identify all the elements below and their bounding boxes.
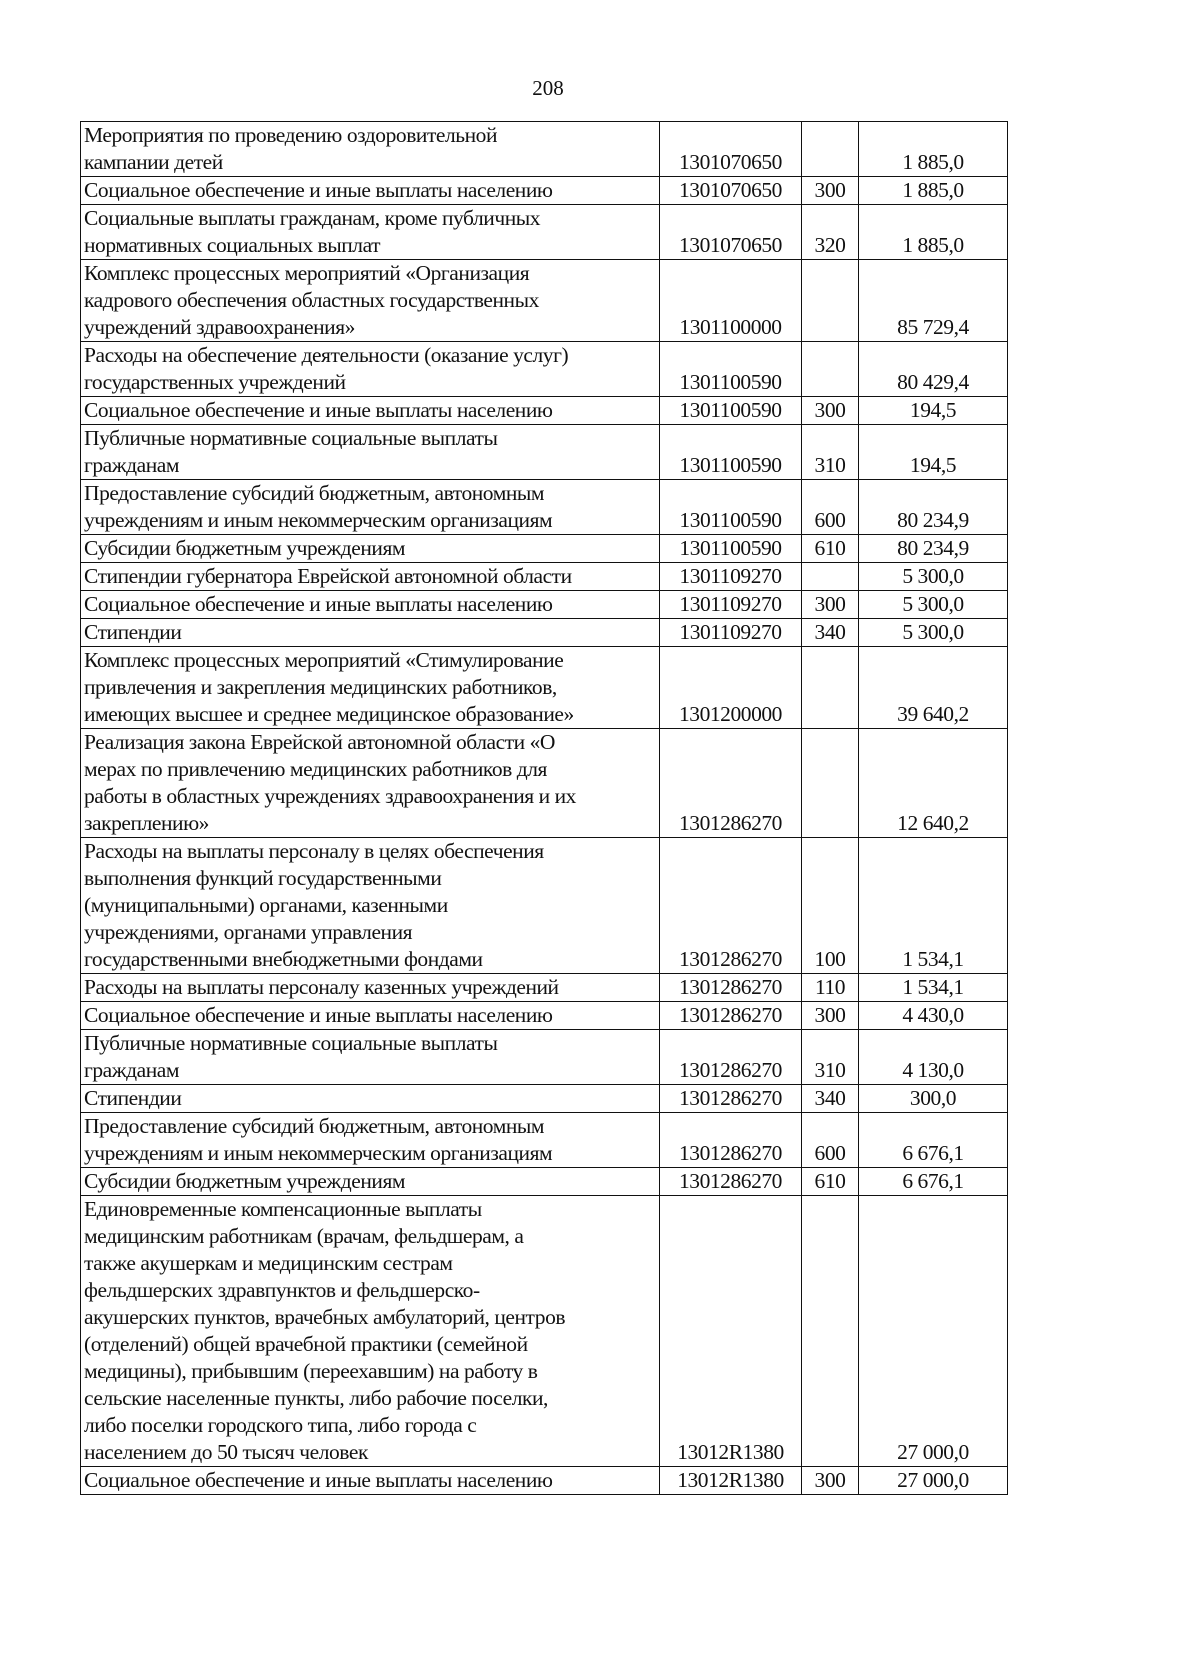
row-sum-cell: 12 640,2 [859,729,1008,838]
table-row [81,974,1008,1002]
table-row [81,647,1008,729]
row-name-cell: Социальное обеспечение и иные выплаты населению [81,177,660,205]
row-code-cell: 1301070650 [660,122,802,177]
row-code-cell: 13012R1380 [660,1196,802,1467]
row-sum-cell: 39 640,2 [859,647,1008,729]
row-expense-type-cell: 300 [802,177,859,205]
row-code-cell: 1301286270 [660,838,802,974]
row-expense-type-cell: 600 [802,480,859,535]
row-sum-cell: 80 234,9 [859,480,1008,535]
row-code-cell: 1301109270 [660,591,802,619]
row-name-cell: Реализация закона Еврейской автономной области «О мерах по привлечению медицинских работников для работы в областных учреждениях здравоохранения и их закреплению» [81,729,660,838]
table-row [81,1002,1008,1030]
row-code-cell: 1301100590 [660,425,802,480]
row-name-cell: Социальное обеспечение и иные выплаты населению [81,591,660,619]
row-code-cell: 1301109270 [660,563,802,591]
row-name-cell: Единовременные компенсационные выплаты медицинским работникам (врачам, фельдшерам, а также акушеркам и медицинским сестрам фельдшерских здравпунктов и фельдшерско- акушерских пунктов, врачебных амбулаторий, центров (отделений) общей врачебной практики (семейной медицины), прибывшим (переехавшим) на работу в сельские населенные пункты, либо рабочие поселки, либо поселки городского типа, либо города с населением до 50 тысяч человек [81,1196,660,1467]
row-code-cell: 1301286270 [660,1168,802,1196]
row-sum-cell: 1 885,0 [859,205,1008,260]
table-row [81,563,1008,591]
table-row [81,342,1008,397]
row-code-cell: 1301286270 [660,974,802,1002]
row-name-cell: Мероприятия по проведению оздоровительной кампании детей [81,122,660,177]
row-name-cell: Социальное обеспечение и иные выплаты населению [81,397,660,425]
row-expense-type-cell [802,647,859,729]
row-expense-type-cell [802,342,859,397]
table-row [81,177,1008,205]
row-sum-cell: 80 234,9 [859,535,1008,563]
row-sum-cell: 4 130,0 [859,1030,1008,1085]
row-name-cell: Предоставление субсидий бюджетным, автономным учреждениям и иным некоммерческим организациям [81,1113,660,1168]
row-name-cell: Социальные выплаты гражданам, кроме публичных нормативных социальных выплат [81,205,660,260]
row-code-cell: 1301100000 [660,260,802,342]
row-name-cell: Расходы на обеспечение деятельности (оказание услуг) государственных учреждений [81,342,660,397]
row-name-cell: Социальное обеспечение и иные выплаты населению [81,1467,660,1495]
row-sum-cell: 1 885,0 [859,177,1008,205]
row-expense-type-cell: 300 [802,1002,859,1030]
row-name-cell: Социальное обеспечение и иные выплаты населению [81,1002,660,1030]
row-sum-cell: 4 430,0 [859,1002,1008,1030]
row-expense-type-cell: 320 [802,205,859,260]
row-expense-type-cell: 610 [802,1168,859,1196]
row-name-cell: Комплекс процессных мероприятий «Стимулирование привлечения и закрепления медицинских работников, имеющих высшее и среднее медицинское образование» [81,647,660,729]
row-expense-type-cell: 100 [802,838,859,974]
row-sum-cell: 1 534,1 [859,838,1008,974]
table-row [81,480,1008,535]
table-row [81,122,1008,177]
row-expense-type-cell [802,260,859,342]
row-name-cell: Стипендии [81,1085,660,1113]
row-name-cell: Стипендии [81,619,660,647]
row-name-cell: Субсидии бюджетным учреждениям [81,535,660,563]
row-sum-cell: 5 300,0 [859,619,1008,647]
page-number: 208 [532,76,564,100]
row-sum-cell: 80 429,4 [859,342,1008,397]
table-row [81,591,1008,619]
row-expense-type-cell [802,1196,859,1467]
row-code-cell: 1301286270 [660,729,802,838]
row-expense-type-cell [802,563,859,591]
row-name-cell: Публичные нормативные социальные выплаты гражданам [81,1030,660,1085]
table-row [81,619,1008,647]
row-sum-cell: 300,0 [859,1085,1008,1113]
row-expense-type-cell: 340 [802,619,859,647]
row-code-cell: 1301100590 [660,342,802,397]
row-name-cell: Комплекс процессных мероприятий «Организация кадрового обеспечения областных государственных учреждений здравоохранения» [81,260,660,342]
table-row [81,1030,1008,1085]
row-code-cell: 1301100590 [660,397,802,425]
table-row [81,260,1008,342]
row-sum-cell: 5 300,0 [859,563,1008,591]
table-row [81,205,1008,260]
table-row [81,1467,1008,1495]
row-expense-type-cell: 610 [802,535,859,563]
row-sum-cell: 6 676,1 [859,1168,1008,1196]
row-expense-type-cell: 310 [802,425,859,480]
row-name-cell: Расходы на выплаты персоналу казенных учреждений [81,974,660,1002]
row-name-cell: Стипендии губернатора Еврейской автономной области [81,563,660,591]
row-code-cell: 1301070650 [660,205,802,260]
row-expense-type-cell: 600 [802,1113,859,1168]
budget-table [80,121,1008,1495]
row-code-cell: 1301286270 [660,1113,802,1168]
table-row [81,1196,1008,1467]
row-code-cell: 1301286270 [660,1030,802,1085]
table-row [81,425,1008,480]
row-expense-type-cell: 310 [802,1030,859,1085]
table-row [81,1113,1008,1168]
row-code-cell: 1301100590 [660,480,802,535]
row-sum-cell: 1 885,0 [859,122,1008,177]
row-code-cell: 1301286270 [660,1002,802,1030]
table-row [81,397,1008,425]
row-expense-type-cell: 110 [802,974,859,1002]
row-sum-cell: 27 000,0 [859,1467,1008,1495]
table-row [81,838,1008,974]
row-expense-type-cell [802,122,859,177]
row-expense-type-cell: 300 [802,397,859,425]
row-name-cell: Субсидии бюджетным учреждениям [81,1168,660,1196]
row-expense-type-cell: 340 [802,1085,859,1113]
row-code-cell: 1301286270 [660,1085,802,1113]
row-code-cell: 1301070650 [660,177,802,205]
row-name-cell: Расходы на выплаты персоналу в целях обеспечения выполнения функций государственными (муниципальными) органами, казенными учреждениями, органами управления государственными внебюджетными фондами [81,838,660,974]
row-name-cell: Предоставление субсидий бюджетным, автономным учреждениям и иным некоммерческим организациям [81,480,660,535]
row-sum-cell: 1 534,1 [859,974,1008,1002]
table-row [81,535,1008,563]
row-expense-type-cell: 300 [802,591,859,619]
row-expense-type-cell: 300 [802,1467,859,1495]
row-code-cell: 1301200000 [660,647,802,729]
row-expense-type-cell [802,729,859,838]
row-code-cell: 13012R1380 [660,1467,802,1495]
row-sum-cell: 5 300,0 [859,591,1008,619]
table-row [81,1168,1008,1196]
row-code-cell: 1301100590 [660,535,802,563]
row-sum-cell: 6 676,1 [859,1113,1008,1168]
row-sum-cell: 194,5 [859,425,1008,480]
row-name-cell: Публичные нормативные социальные выплаты гражданам [81,425,660,480]
row-sum-cell: 194,5 [859,397,1008,425]
row-sum-cell: 27 000,0 [859,1196,1008,1467]
table-row [81,1085,1008,1113]
row-sum-cell: 85 729,4 [859,260,1008,342]
table-row [81,729,1008,838]
row-code-cell: 1301109270 [660,619,802,647]
